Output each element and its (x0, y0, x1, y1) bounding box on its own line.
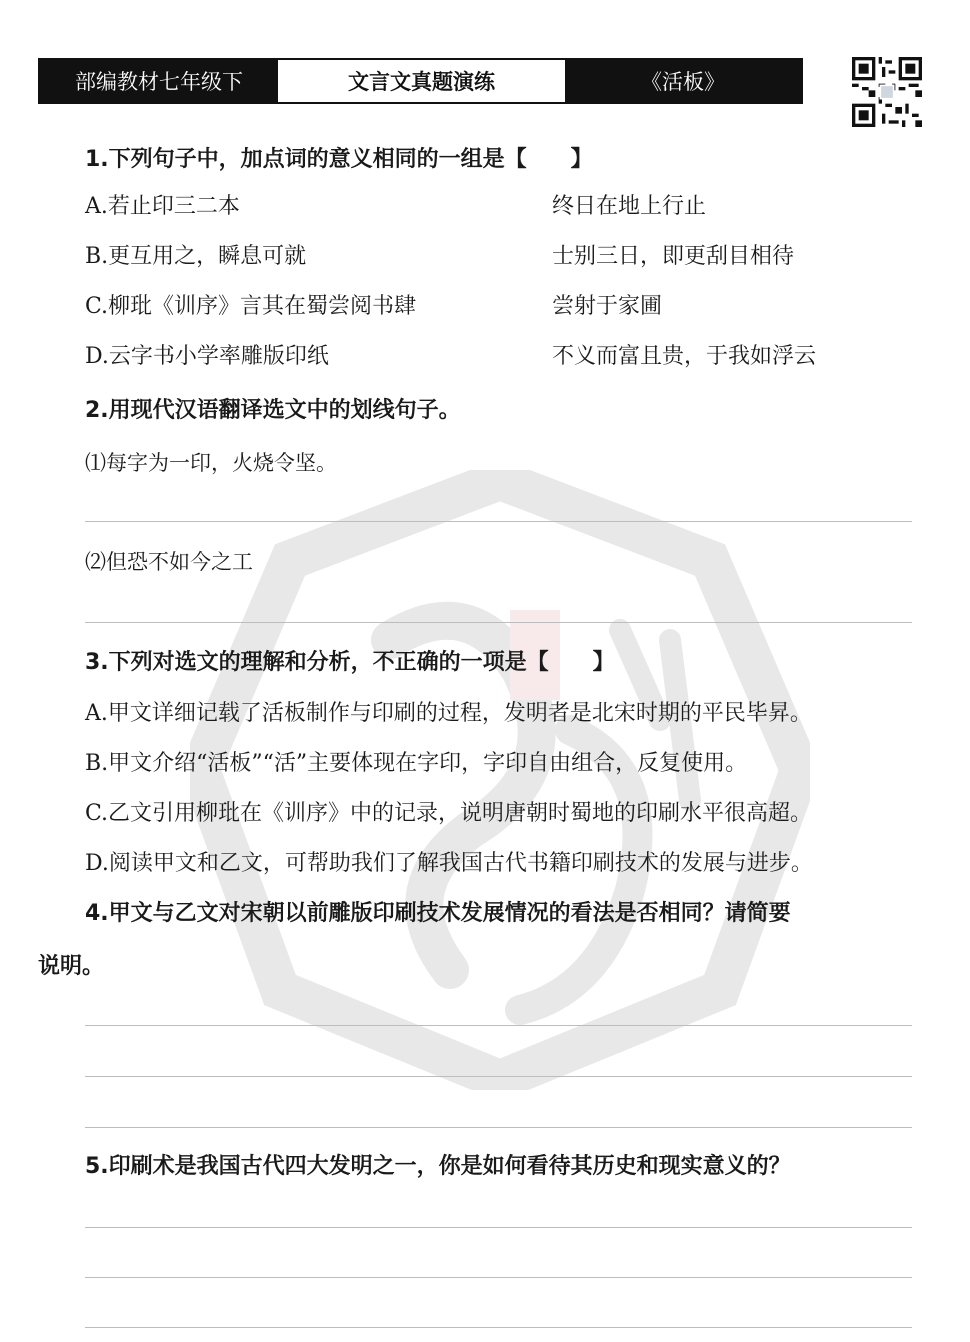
q3-option-b: B.甲文介绍“活板”“活”主要体现在字印，字印自由组合，反复使用。 (85, 751, 748, 776)
question-4-title-cont: 说明。 (38, 954, 105, 979)
header-title: 文言文真题演练 (278, 60, 565, 102)
question-2-title: 2.用现代汉语翻译选文中的划线句子。 (85, 398, 461, 423)
answer-line (85, 622, 912, 623)
q1-option-a-left: A.若止印三二本 (85, 194, 240, 219)
q2-sub-1: ⑴每字为一印，火烧令坚。 (85, 451, 337, 475)
answer-line (85, 521, 912, 522)
question-4-title: 4.甲文与乙文对宋朝以前雕版印刷技术发展情况的看法是否相同？请简要 (85, 901, 791, 926)
q1-option-d-right: 不义而富且贵，于我如浮云 (552, 344, 817, 369)
q1-option-b-left: B.更互用之，瞬息可就 (85, 244, 307, 269)
answer-line (85, 1076, 912, 1077)
header-lesson: 《活板》 (565, 60, 801, 102)
answer-line (85, 1277, 912, 1278)
q3-option-d: D.阅读甲文和乙文，可帮助我们了解我国古代书籍印刷技术的发展与进步。 (85, 851, 813, 876)
answer-line (85, 1127, 912, 1128)
header-bar (38, 58, 803, 104)
qr-code-icon (852, 57, 922, 127)
answer-line (85, 1327, 912, 1328)
seal-watermark (190, 470, 810, 1090)
question-3-title: 3.下列对选文的理解和分析，不正确的一项是【 】 (85, 650, 615, 675)
q2-sub-2: ⑵但恐不如今之工 (85, 550, 253, 574)
answer-line (85, 1025, 912, 1026)
q1-option-a-right: 终日在地上行止 (552, 194, 707, 219)
q1-option-c-right: 尝射于家圃 (552, 294, 663, 319)
question-5-title: 5.印刷术是我国古代四大发明之一，你是如何看待其历史和现实意义的？ (85, 1154, 791, 1179)
q1-option-d-left: D.云字书小学率雕版印纸 (85, 344, 329, 369)
q1-option-c-left: C.柳玭《训序》言其在蜀尝阅书肆 (85, 294, 417, 319)
q1-option-b-right: 士别三日，即更刮目相待 (552, 244, 795, 269)
answer-line (85, 1227, 912, 1228)
q3-option-a: A.甲文详细记载了活板制作与印刷的过程，发明者是北宋时期的平民毕昇。 (85, 701, 812, 726)
q3-option-c: C.乙文引用柳玭在《训序》中的记录，说明唐朝时蜀地的印刷水平很高超。 (85, 801, 813, 826)
question-1-title: 1.下列句子中，加点词的意义相同的一组是【 】 (85, 147, 593, 172)
header-grade: 部编教材七年级下 (40, 60, 278, 102)
